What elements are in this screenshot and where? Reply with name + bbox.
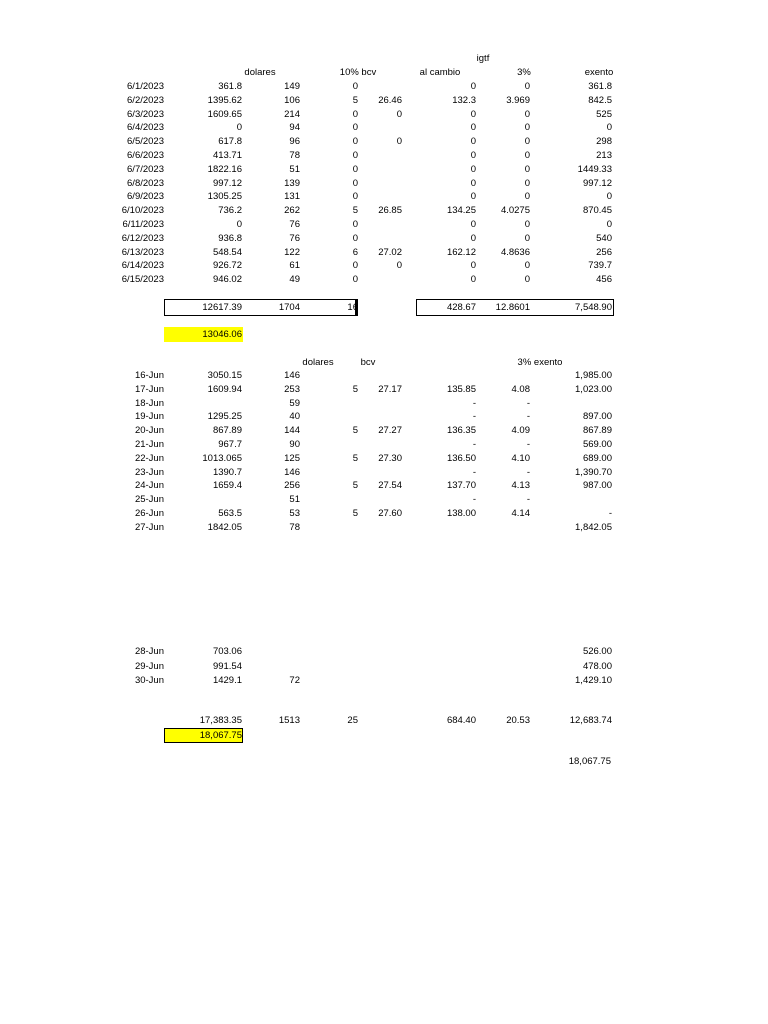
total-cell: 16 — [347, 302, 358, 313]
table-cell: 0 — [524, 177, 530, 189]
table-cell: 1,429.10 — [575, 675, 612, 686]
table-cell: 5 — [352, 94, 358, 106]
table-cell: 0 — [524, 260, 530, 272]
table-cell — [404, 661, 476, 673]
table-cell — [302, 467, 358, 479]
total-cell: 25 — [347, 715, 358, 726]
table-cell — [302, 661, 358, 673]
table-cell: 1842.05 — [207, 521, 242, 533]
total-cell: 7,548.90 — [575, 302, 612, 313]
row-date: 6/5/2023 — [127, 136, 164, 148]
table-cell — [360, 661, 402, 673]
table-cell — [478, 661, 530, 673]
table-cell: 139 — [284, 177, 300, 189]
table-cell: 0 — [606, 122, 612, 134]
table-cell: 0 — [236, 122, 242, 134]
table-cell: 0 — [524, 136, 530, 148]
row-date: 6/3/2023 — [127, 108, 164, 120]
row-date: 6/4/2023 — [127, 122, 164, 134]
table-cell: 361.8 — [218, 81, 242, 92]
table-cell: 569.00 — [582, 439, 612, 450]
row-date: 16-Jun — [134, 370, 164, 381]
table-cell — [302, 522, 358, 534]
table-cell: 1,390.70 — [575, 466, 612, 478]
table-cell: 5 — [352, 508, 358, 519]
table-cell — [404, 370, 476, 382]
table-cell: 0 — [352, 81, 358, 92]
table-cell: 703.06 — [212, 646, 242, 657]
table-cell: 867.89 — [212, 425, 242, 437]
table-cell: 262 — [284, 205, 300, 217]
total-cell — [360, 302, 402, 314]
table-cell: 1449.33 — [577, 163, 612, 175]
table-cell: 131 — [284, 191, 300, 203]
table-cell — [360, 411, 402, 423]
table-cell: 149 — [284, 81, 300, 92]
table-cell: 1013.065 — [202, 452, 242, 464]
table-cell: - — [526, 466, 530, 478]
table-cell — [302, 646, 358, 658]
row-date: 24-Jun — [134, 480, 164, 492]
total-cell: 1704 — [278, 302, 300, 313]
table-cell: 0 — [524, 274, 530, 286]
table-cell — [360, 274, 402, 286]
table-cell: 3.969 — [506, 94, 530, 106]
table-cell: 49 — [289, 274, 300, 286]
row-date: 6/9/2023 — [127, 191, 164, 203]
row-date: 6/12/2023 — [121, 232, 164, 244]
table-cell: - — [472, 411, 476, 423]
table-cell: 926.72 — [212, 260, 242, 272]
table-cell: - — [526, 494, 530, 506]
total-cell: 12,683.74 — [569, 715, 612, 726]
table-cell — [532, 398, 612, 410]
col-header-al-cambio: al cambio — [419, 67, 461, 78]
table-cell — [478, 646, 530, 658]
table-cell — [404, 522, 476, 534]
table-cell: 689.00 — [582, 452, 612, 464]
table-cell — [360, 178, 402, 190]
table-cell: 72 — [289, 675, 300, 686]
table-cell: 0 — [352, 232, 358, 244]
col-header-exento: exento — [584, 67, 614, 78]
row-date: 23-Jun — [134, 466, 164, 478]
row-date: 20-Jun — [134, 425, 164, 437]
table-cell: 27.60 — [378, 508, 402, 519]
table-cell: 0 — [352, 150, 358, 161]
total-cell: 428.67 — [446, 302, 476, 313]
table-cell: 563.5 — [218, 508, 242, 519]
table-cell: 4.09 — [511, 425, 530, 437]
table-cell — [360, 467, 402, 479]
table-cell: 526.00 — [582, 646, 612, 657]
row-date: 6/1/2023 — [127, 81, 164, 92]
table-cell: 548.54 — [212, 246, 242, 258]
table-cell: 138.00 — [446, 508, 476, 519]
row-date: 22-Jun — [134, 452, 164, 464]
table-cell: 144 — [284, 425, 300, 437]
table-cell: 0 — [470, 219, 476, 230]
table-cell: 0 — [524, 232, 530, 244]
table-cell: 0 — [352, 122, 358, 134]
table-cell: 27.02 — [378, 246, 402, 258]
table-cell: 213 — [596, 150, 612, 161]
table-cell: 4.8636 — [500, 246, 530, 258]
table-cell: 0 — [606, 191, 612, 203]
row-date: 6/8/2023 — [127, 177, 164, 189]
table-cell: 0 — [606, 219, 612, 230]
table-cell: - — [526, 397, 530, 409]
table-cell: - — [608, 508, 612, 519]
igtf-header: igtf — [476, 53, 490, 64]
table-cell: 997.12 — [582, 177, 612, 189]
table-cell: 1,985.00 — [575, 370, 612, 381]
table-cell: 253 — [284, 383, 300, 395]
table-cell — [360, 675, 402, 687]
table-cell — [360, 398, 402, 410]
table-cell: 739.7 — [588, 260, 612, 272]
table-cell: 0 — [470, 81, 476, 92]
final-total: 18,067.75 — [568, 756, 611, 767]
table-cell: 456 — [596, 274, 612, 286]
table-cell: 0 — [352, 219, 358, 230]
table-cell: 3050.15 — [207, 370, 242, 381]
table-cell: 27.27 — [378, 425, 402, 437]
table-cell — [404, 646, 476, 658]
table-cell: 525 — [596, 108, 612, 120]
row-date: 27-Jun — [134, 521, 164, 533]
table-cell: 0 — [470, 122, 476, 134]
table-cell: - — [526, 439, 530, 450]
table-cell: 0 — [524, 108, 530, 120]
row-date: 18-Jun — [134, 397, 164, 409]
table-cell: 897.00 — [582, 411, 612, 423]
table-cell: 842.5 — [588, 94, 612, 106]
table-cell — [360, 439, 402, 451]
table-cell: 59 — [289, 397, 300, 409]
highlight-total-1: 13046.06 — [202, 329, 242, 340]
row-date: 29-Jun — [134, 660, 164, 672]
table-cell — [302, 494, 358, 506]
table-cell: - — [472, 494, 476, 506]
col-header-dolares-2: dolares — [302, 357, 334, 368]
table-cell: 256 — [284, 480, 300, 492]
table-cell: 736.2 — [218, 205, 242, 217]
table-cell — [244, 661, 300, 673]
table-cell: 137.70 — [446, 480, 476, 492]
table-cell — [478, 522, 530, 534]
table-cell: 26.85 — [378, 205, 402, 217]
table-cell: 5 — [352, 425, 358, 437]
table-cell: 0 — [524, 191, 530, 203]
table-cell: 132.3 — [452, 94, 476, 106]
row-date: 25-Jun — [134, 494, 164, 506]
table-cell: 987.00 — [582, 480, 612, 492]
table-cell: 78 — [289, 521, 300, 533]
table-cell — [360, 646, 402, 658]
table-cell — [360, 219, 402, 231]
table-cell — [164, 494, 242, 506]
table-cell: 0 — [470, 232, 476, 244]
table-cell: 870.45 — [582, 205, 612, 217]
table-cell: 0 — [470, 163, 476, 175]
table-cell: 0 — [470, 274, 476, 286]
table-cell — [404, 675, 476, 687]
table-cell: 1295.25 — [207, 411, 242, 423]
row-date: 28-Jun — [134, 646, 164, 657]
table-cell: 1609.65 — [207, 108, 242, 120]
table-cell: 4.10 — [511, 452, 530, 464]
table-cell: 106 — [284, 94, 300, 106]
row-date: 6/11/2023 — [122, 219, 164, 230]
table-cell — [360, 522, 402, 534]
table-cell: 0 — [236, 219, 242, 230]
table-cell — [360, 233, 402, 245]
table-cell: 4.0275 — [500, 205, 530, 217]
table-cell: 1305.25 — [207, 191, 242, 203]
table-cell: 0 — [352, 177, 358, 189]
total-cell: 20.53 — [506, 715, 530, 726]
col-header-bcv: 10% bcv — [339, 67, 377, 78]
table-cell: 27.30 — [378, 452, 402, 464]
total-cell: 684.40 — [446, 715, 476, 726]
table-cell: 936.8 — [218, 232, 242, 244]
table-cell: 90 — [289, 439, 300, 450]
table-cell: 27.54 — [378, 480, 402, 492]
table-cell: 26.46 — [378, 94, 402, 106]
row-date: 21-Jun — [134, 439, 164, 450]
table-cell: 136.50 — [446, 452, 476, 464]
table-cell — [302, 439, 358, 451]
table-cell: 0 — [352, 260, 358, 272]
table-cell: 53 — [289, 508, 300, 519]
table-cell: 0 — [396, 260, 402, 272]
table-cell: 1659.4 — [212, 480, 242, 492]
table-cell: 0 — [352, 108, 358, 120]
table-cell: 0 — [524, 163, 530, 175]
table-cell: 997.12 — [212, 177, 242, 189]
table-cell: 51 — [289, 494, 300, 506]
table-cell: 946.02 — [212, 274, 242, 286]
table-cell — [360, 494, 402, 506]
table-cell: 134.25 — [446, 205, 476, 217]
table-cell — [478, 675, 530, 687]
table-cell: 967.7 — [218, 439, 242, 450]
table-cell — [164, 398, 242, 410]
table-cell: 1429.1 — [212, 675, 242, 686]
table-cell: 540 — [596, 232, 612, 244]
table-cell: 361.8 — [588, 81, 612, 92]
table-cell: 76 — [289, 232, 300, 244]
table-cell: 5 — [352, 205, 358, 217]
table-cell: 1395.62 — [207, 94, 242, 106]
col-header-bcv-2: bcv — [360, 357, 376, 368]
table-cell — [478, 370, 530, 382]
table-cell: 0 — [524, 81, 530, 92]
table-cell: 27.17 — [378, 383, 402, 395]
table-cell: 0 — [352, 136, 358, 148]
total-cell: 1513 — [278, 715, 300, 726]
table-cell: 4.08 — [511, 383, 530, 395]
table-cell: 0 — [470, 191, 476, 203]
table-cell: 1,023.00 — [575, 383, 612, 395]
total-cell: 12.8601 — [495, 302, 530, 313]
table-cell: 122 — [284, 246, 300, 258]
table-cell: 76 — [289, 219, 300, 230]
table-cell: 1,842.05 — [575, 521, 612, 533]
col-header-dolares: dolares — [244, 67, 276, 78]
total-cell: 17,383.35 — [199, 715, 242, 726]
table-cell: 1609.94 — [207, 383, 242, 395]
highlight-total-2: 18,067.75 — [199, 730, 242, 741]
table-cell: 4.14 — [511, 508, 530, 519]
row-date: 6/13/2023 — [121, 246, 164, 258]
row-date: 6/14/2023 — [121, 260, 164, 272]
table-cell: 617.8 — [218, 136, 242, 148]
table-cell — [302, 675, 358, 687]
table-cell — [244, 646, 300, 658]
col-header-3pct-exento: 3% exento — [517, 357, 563, 368]
table-cell: 0 — [352, 274, 358, 286]
table-cell: 1822.16 — [207, 163, 242, 175]
row-date: 26-Jun — [134, 508, 164, 519]
table-cell: 0 — [352, 191, 358, 203]
row-date: 6/10/2023 — [121, 205, 164, 217]
table-cell — [302, 370, 358, 382]
row-date: 6/6/2023 — [127, 150, 164, 161]
table-cell: 146 — [284, 466, 300, 478]
table-cell: 5 — [352, 452, 358, 464]
table-cell: 0 — [352, 163, 358, 175]
table-cell: 136.35 — [446, 425, 476, 437]
row-date: 6/7/2023 — [127, 163, 164, 175]
table-cell: 1390.7 — [212, 466, 242, 478]
table-cell — [360, 81, 402, 93]
table-cell: 135.85 — [446, 383, 476, 395]
table-cell: 298 — [596, 136, 612, 148]
table-cell: 6 — [352, 246, 358, 258]
table-cell — [302, 411, 358, 423]
table-cell: 256 — [596, 246, 612, 258]
table-cell: 4.13 — [511, 480, 530, 492]
row-date: 19-Jun — [134, 411, 164, 423]
total-cell — [360, 715, 402, 727]
total-cell: 12617.39 — [202, 302, 242, 313]
table-cell: 125 — [284, 452, 300, 464]
table-cell: 78 — [289, 150, 300, 161]
row-date: 6/2/2023 — [127, 94, 164, 106]
table-cell: 146 — [284, 370, 300, 381]
table-cell — [360, 164, 402, 176]
table-cell: 162.12 — [446, 246, 476, 258]
table-cell: 0 — [524, 122, 530, 134]
table-cell: 51 — [289, 163, 300, 175]
table-cell — [360, 191, 402, 203]
table-cell: 5 — [352, 480, 358, 492]
row-date: 17-Jun — [134, 383, 164, 395]
table-cell: 40 — [289, 411, 300, 423]
table-cell: 94 — [289, 122, 300, 134]
table-cell — [302, 398, 358, 410]
table-cell: 0 — [524, 150, 530, 161]
table-cell: - — [472, 466, 476, 478]
table-cell — [360, 150, 402, 162]
row-date: 6/15/2023 — [121, 274, 164, 286]
table-cell: 0 — [396, 136, 402, 148]
table-cell: - — [526, 411, 530, 423]
table-cell: 214 — [284, 108, 300, 120]
table-cell: - — [472, 397, 476, 409]
table-cell — [360, 370, 402, 382]
table-cell: 0 — [524, 219, 530, 230]
table-cell: - — [472, 439, 476, 450]
row-date: 30-Jun — [134, 675, 164, 686]
table-cell: 0 — [470, 136, 476, 148]
table-cell: 5 — [352, 383, 358, 395]
table-cell: 478.00 — [582, 660, 612, 672]
table-cell: 413.71 — [212, 150, 242, 161]
table-cell: 61 — [289, 260, 300, 272]
table-cell: 0 — [470, 150, 476, 161]
table-cell: 0 — [470, 260, 476, 272]
table-cell: 0 — [396, 108, 402, 120]
col-header-3pct: 3% — [517, 67, 531, 78]
table-cell: 0 — [470, 177, 476, 189]
table-cell: 991.54 — [212, 660, 242, 672]
table-cell: 96 — [289, 136, 300, 148]
table-cell — [360, 122, 402, 134]
table-cell — [532, 494, 612, 506]
table-cell: 0 — [470, 108, 476, 120]
table-cell: 867.89 — [582, 425, 612, 437]
